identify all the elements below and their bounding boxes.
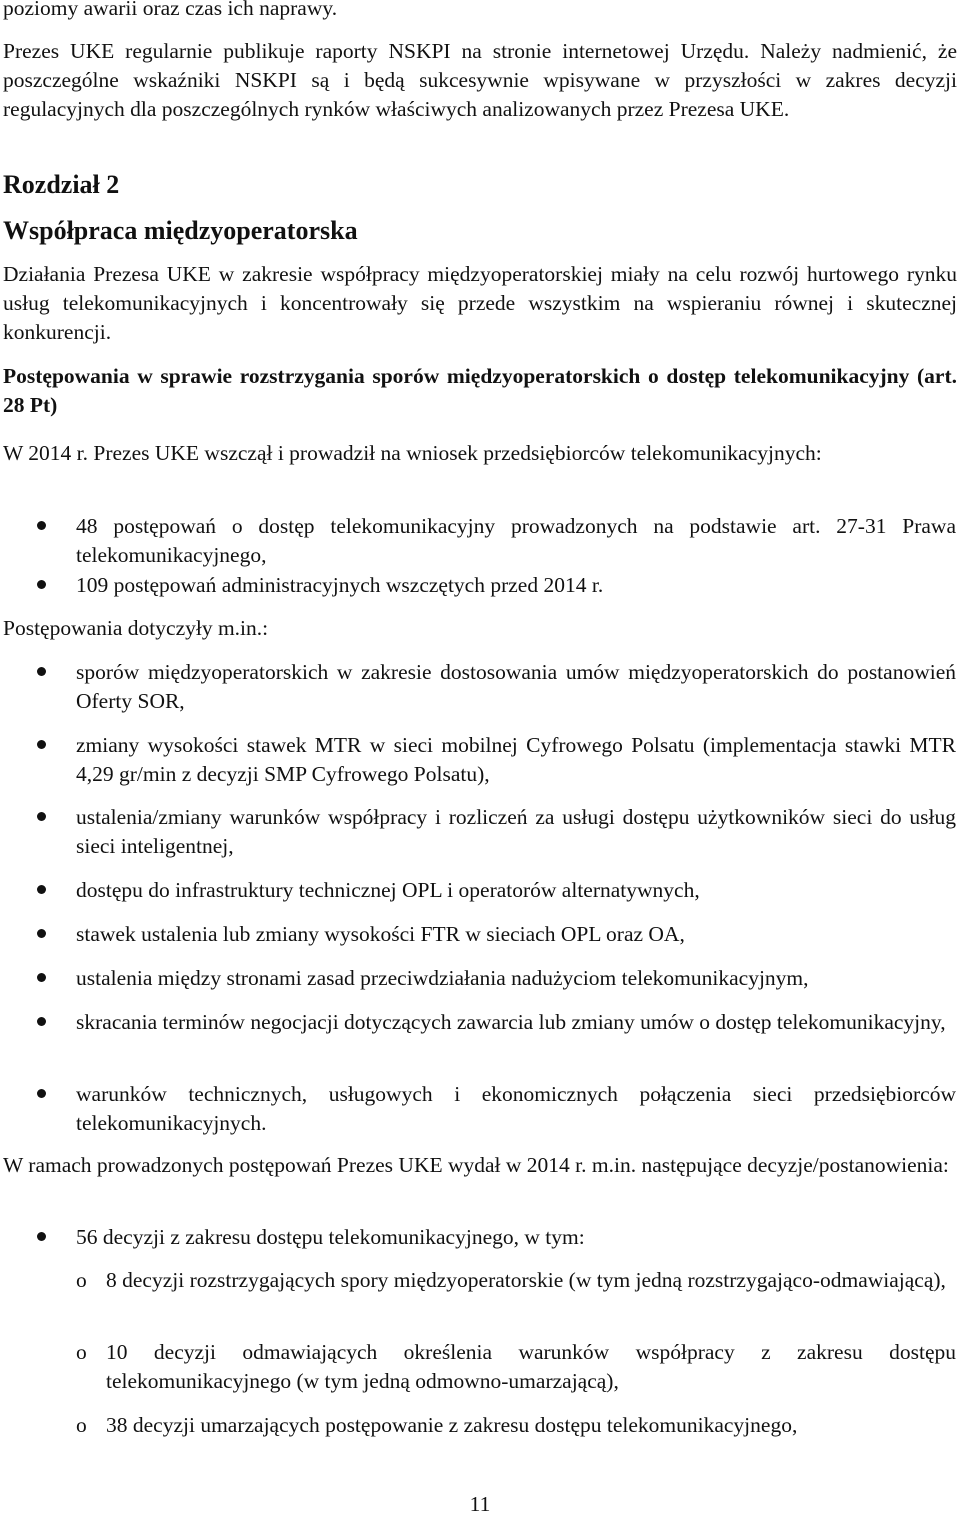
sub-bullet-marker: o bbox=[76, 1268, 87, 1292]
paragraph-dotyczyly: Postępowania dotyczyły m.in.: bbox=[3, 616, 269, 640]
list-item: zmiany wysokości stawek MTR w sieci mobilnej Cyfrowego Polsatu (implementacja stawki MTR 4,29 gr/min z decyzji SMP Cyfrowego Polsatu), bbox=[76, 733, 956, 786]
bullet-icon bbox=[37, 812, 46, 821]
bullet-icon bbox=[37, 667, 46, 676]
list-item: 109 postępowań administracyjnych wszczętych przed 2014 r. bbox=[76, 573, 604, 597]
bullet-icon bbox=[37, 1089, 46, 1098]
paragraph-ramach: W ramach prowadzonych postępowań Prezes UKE wydał w 2014 r. m.in. następujące decyzje/postanowienia: bbox=[3, 1153, 949, 1177]
bullet-icon bbox=[37, 1232, 46, 1241]
bullet-icon bbox=[37, 580, 46, 589]
bullet-icon bbox=[37, 740, 46, 749]
sub-list-item: 38 decyzji umarzających postępowanie z zakresu dostępu telekomunikacyjnego, bbox=[106, 1413, 798, 1437]
bullet-icon bbox=[37, 521, 46, 530]
list-item: stawek ustalenia lub zmiany wysokości FTR w sieciach OPL oraz OA, bbox=[76, 922, 685, 946]
page-number: 11 bbox=[469, 1492, 491, 1516]
sub-list-item: 10 decyzji odmawiających określenia warunków współpracy z zakresu dostępu telekomunikacyjnego (w tym jedną odmowno-umarzającą), bbox=[106, 1340, 956, 1393]
paragraph-2014: W 2014 r. Prezes UKE wszczął i prowadził na wniosek przedsiębiorców telekomunikacyjnych: bbox=[3, 441, 822, 465]
bullet-icon bbox=[37, 885, 46, 894]
section-heading: Postępowania w sprawie rozstrzygania sporów międzyoperatorskich o dostęp telekomunikacyjny (art. 28 Pt) bbox=[3, 364, 957, 417]
bullet-icon bbox=[37, 973, 46, 982]
paragraph-nskpi: Prezes UKE regularnie publikuje raporty NSKPI na stronie internetowej Urzędu. Należy nadmienić, że poszczególne wskaźniki NSKPI są i będą sukcesywnie wpisywane w przyszłości w zakres decyzji regulacyjnych dla poszczególnych rynków właściwych analizowanych przez Prezesa UKE. bbox=[3, 39, 957, 121]
paragraph-top-line: poziomy awarii oraz czas ich naprawy. bbox=[3, 0, 338, 20]
sub-list-item: 8 decyzji rozstrzygających spory międzyoperatorskie (w tym jedną rozstrzygająco-odmawiającą), bbox=[106, 1268, 946, 1292]
list-item: sporów międzyoperatorskich w zakresie dostosowania umów międzyoperatorskich do postanowień Oferty SOR, bbox=[76, 660, 956, 713]
bullet-icon bbox=[37, 929, 46, 938]
list-item: ustalenia między stronami zasad przeciwdziałania nadużyciom telekomunikacyjnym, bbox=[76, 966, 809, 990]
sub-bullet-marker: o bbox=[76, 1413, 87, 1437]
list-item: skracania terminów negocjacji dotyczących zawarcia lub zmiany umów o dostęp telekomunikacyjny, bbox=[76, 1010, 946, 1034]
list-item: dostępu do infrastruktury technicznej OPL i operatorów alternatywnych, bbox=[76, 878, 700, 902]
list-item: warunków technicznych, usługowych i ekonomicznych połączenia sieci przedsiębiorców telekomunikacyjnych. bbox=[76, 1082, 956, 1135]
list-item: 48 postępowań o dostęp telekomunikacyjny prowadzonych na podstawie art. 27-31 Prawa telekomunikacyjnego, bbox=[76, 514, 956, 567]
sub-bullet-marker: o bbox=[76, 1340, 87, 1364]
paragraph-dzialania: Działania Prezesa UKE w zakresie współpracy międzyoperatorskiej miały na celu rozwój hurtowego rynku usług telekomunikacyjnych i koncentrowały się przede wszystkim na wspieraniu równej i skutecznej konkurencji. bbox=[3, 262, 957, 344]
list-item: 56 decyzji z zakresu dostępu telekomunikacyjnego, w tym: bbox=[76, 1225, 585, 1249]
chapter-title: Współpraca międzyoperatorska bbox=[3, 216, 358, 245]
bullet-icon bbox=[37, 1017, 46, 1026]
chapter-number: Rozdział 2 bbox=[3, 170, 120, 199]
list-item: ustalenia/zmiany warunków współpracy i rozliczeń za usługi dostępu użytkowników sieci do usług sieci inteligentnej, bbox=[76, 805, 956, 858]
